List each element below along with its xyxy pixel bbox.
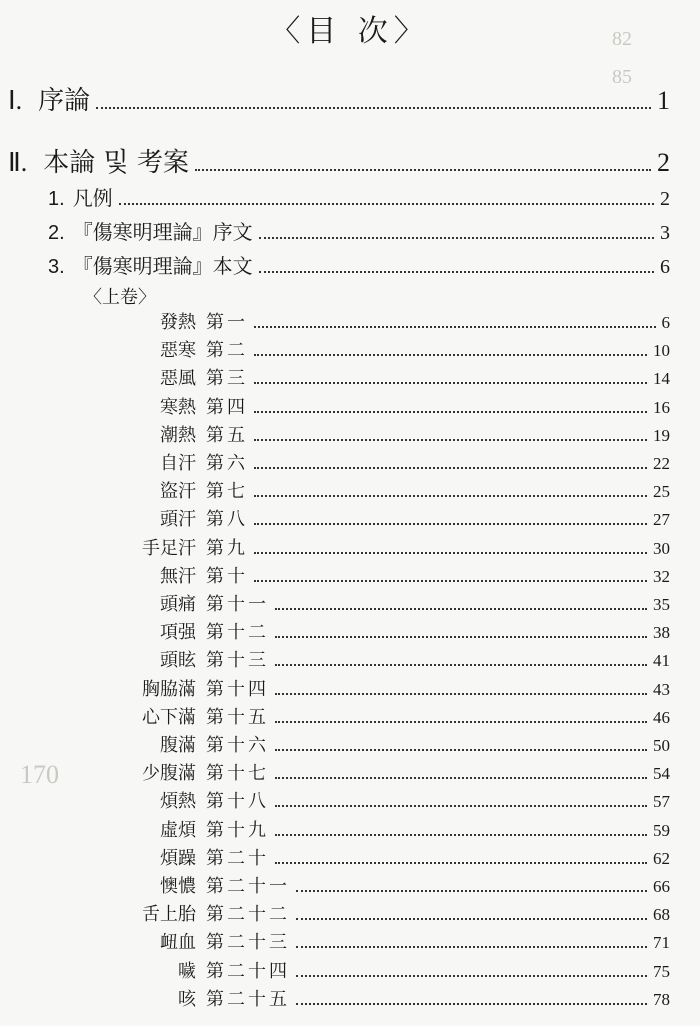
chapter-number: 第二 xyxy=(206,340,248,362)
toc-chapter[interactable] xyxy=(110,731,670,757)
toc-chapter[interactable] xyxy=(110,562,670,588)
subsection-number: 2. xyxy=(48,222,65,244)
chapter-name: 少腹滿 xyxy=(142,763,196,785)
page-number: 41 xyxy=(653,651,670,671)
page-number: 32 xyxy=(653,566,670,586)
page-number: 38 xyxy=(653,623,670,643)
page-number: 25 xyxy=(653,482,670,502)
chapter-number: 第十三 xyxy=(206,650,269,672)
page-number: 75 xyxy=(653,961,670,981)
chapter-name: 寒熱 xyxy=(160,396,196,418)
toc-chapter[interactable] xyxy=(110,534,670,560)
dot-leader xyxy=(275,692,647,695)
toc-chapter[interactable] xyxy=(110,872,670,898)
dot-leader xyxy=(296,1002,647,1005)
dot-leader xyxy=(275,776,647,779)
page-number: 59 xyxy=(653,820,670,840)
toc-chapter[interactable] xyxy=(110,590,670,616)
show-through-mark: 85 xyxy=(612,66,632,88)
chapter-name: 潮熱 xyxy=(160,424,196,446)
toc-chapter[interactable] xyxy=(110,393,670,419)
chapter-name: 煩熱 xyxy=(160,791,196,813)
dot-leader xyxy=(254,522,647,525)
show-through-mark: 170 xyxy=(20,760,59,789)
dot-leader xyxy=(296,945,647,948)
page-number: 2 xyxy=(657,148,670,177)
dot-leader xyxy=(259,270,654,273)
volume-label: 〈上卷〉 xyxy=(84,287,156,308)
toc-chapter[interactable] xyxy=(110,336,670,362)
page-number: 71 xyxy=(653,933,670,953)
page-number: 46 xyxy=(653,707,670,727)
toc-chapter[interactable] xyxy=(110,957,670,983)
chapter-number: 第二十四 xyxy=(206,960,290,982)
toc-chapter[interactable] xyxy=(110,449,670,475)
page-number: 6 xyxy=(661,313,670,332)
page-number: 6 xyxy=(660,256,670,278)
page-number: 30 xyxy=(653,538,670,558)
dot-leader xyxy=(275,833,647,836)
chapter-number: 第二十一 xyxy=(206,876,290,897)
dot-leader xyxy=(96,106,651,109)
page-number: 22 xyxy=(653,454,670,473)
page-number: 78 xyxy=(653,989,670,1009)
toc-chapter[interactable] xyxy=(110,646,670,672)
page-number: 2 xyxy=(660,188,670,210)
chapter-name: 腹滿 xyxy=(160,735,196,756)
show-through-mark: 82 xyxy=(612,28,632,50)
subsection-label: 凡例 xyxy=(72,186,113,210)
toc-chapter[interactable] xyxy=(110,675,670,701)
section-number: Ⅰ. xyxy=(8,86,23,115)
chapter-name: 煩躁 xyxy=(160,847,196,869)
page-number: 3 xyxy=(660,222,670,244)
page-number: 62 xyxy=(653,848,670,868)
chapter-number: 第十一 xyxy=(206,594,269,615)
chapter-number: 第二十三 xyxy=(206,932,290,954)
toc-chapter[interactable] xyxy=(110,308,670,334)
section-number: Ⅱ. xyxy=(8,148,28,177)
dot-leader xyxy=(254,410,647,413)
dot-leader xyxy=(254,381,647,384)
dot-leader xyxy=(275,748,647,751)
dot-leader xyxy=(275,861,647,864)
toc-chapter[interactable] xyxy=(110,421,670,447)
chapter-name: 發熱 xyxy=(160,312,196,333)
chapter-name: 心下滿 xyxy=(142,706,196,728)
section-label: 序論 xyxy=(38,86,91,116)
dot-leader xyxy=(296,917,647,920)
page-number: 57 xyxy=(653,792,670,812)
chapter-number: 第一 xyxy=(206,312,248,333)
chapter-name: 盜汗 xyxy=(160,481,196,503)
chapter-number: 第二十五 xyxy=(206,988,290,1010)
chapter-number: 第六 xyxy=(206,453,248,474)
chapter-name: 頭汗 xyxy=(160,509,196,531)
chapter-number: 第十七 xyxy=(206,763,269,785)
page-number: 50 xyxy=(653,736,670,755)
toc-subsection[interactable] xyxy=(48,250,670,279)
chapter-number: 第十九 xyxy=(206,819,269,841)
dot-leader xyxy=(259,236,654,239)
dot-leader xyxy=(275,720,647,723)
toc-chapter[interactable] xyxy=(110,477,670,503)
dot-leader xyxy=(254,466,647,469)
chapter-name: 懊憹 xyxy=(160,876,196,897)
toc-chapter[interactable] xyxy=(110,505,670,531)
chapter-name: 頭痛 xyxy=(160,594,196,615)
dot-leader xyxy=(296,974,647,977)
chapter-number: 第七 xyxy=(206,481,248,503)
chapter-name: 胸脇滿 xyxy=(142,678,196,700)
chapter-number: 第九 xyxy=(206,537,248,559)
chapter-number: 第十六 xyxy=(206,735,269,756)
chapter-number: 第五 xyxy=(206,424,248,446)
chapter-number: 第十 xyxy=(206,565,248,587)
chapter-name: 手足汗 xyxy=(142,537,196,559)
chapter-name: 頭眩 xyxy=(160,650,196,672)
chapter-name: 虛煩 xyxy=(160,819,196,841)
chapter-number: 第十四 xyxy=(206,678,269,700)
chapter-name: 無汗 xyxy=(160,565,196,587)
chapter-number: 第八 xyxy=(206,509,248,531)
subsection-label: 『傷寒明理論』序文 xyxy=(72,220,253,244)
toc-chapter[interactable] xyxy=(110,618,670,644)
chapter-number: 第十二 xyxy=(206,622,269,644)
dot-leader xyxy=(254,579,647,582)
dot-leader xyxy=(275,663,647,666)
toc-subsection[interactable] xyxy=(48,216,670,245)
chapter-name: 自汗 xyxy=(160,453,196,474)
dot-leader xyxy=(275,804,647,807)
section-label: 本論 및 考案 xyxy=(43,148,189,178)
dot-leader xyxy=(254,494,647,497)
chapter-name: 衄血 xyxy=(160,932,196,954)
page-number: 54 xyxy=(653,764,670,784)
toc-chapter[interactable] xyxy=(110,985,670,1011)
toc-chapter[interactable] xyxy=(110,759,670,785)
page-number: 43 xyxy=(653,679,670,699)
chapter-number: 第十八 xyxy=(206,791,269,813)
toc-chapter[interactable] xyxy=(110,844,670,870)
toc-subsection[interactable] xyxy=(48,182,670,211)
page-number: 66 xyxy=(653,877,670,896)
dot-leader xyxy=(254,551,647,554)
toc-chapter[interactable] xyxy=(110,703,670,729)
chapter-number: 第四 xyxy=(206,396,248,418)
page-number: 10 xyxy=(653,341,670,361)
chapter-name: 惡寒 xyxy=(160,340,196,362)
chapter-name: 項强 xyxy=(160,622,196,644)
chapter-name: 惡風 xyxy=(160,368,196,390)
page-number: 14 xyxy=(653,369,670,389)
dot-leader xyxy=(254,325,656,328)
chapter-name: 咳 xyxy=(178,988,196,1010)
page-number: 1 xyxy=(657,86,670,115)
chapter-number: 第二十 xyxy=(206,847,269,869)
dot-leader xyxy=(275,635,647,638)
toc-chapter[interactable] xyxy=(110,816,670,842)
toc-chapter[interactable] xyxy=(110,928,670,954)
page-number: 68 xyxy=(653,905,670,925)
page-number: 35 xyxy=(653,595,670,614)
chapter-number: 第十五 xyxy=(206,706,269,728)
chapter-number: 第三 xyxy=(206,368,248,390)
dot-leader xyxy=(254,438,647,441)
page-title: 〈目 次〉 xyxy=(270,14,430,49)
subsection-number: 3. xyxy=(48,256,65,278)
page-number: 19 xyxy=(653,425,670,445)
toc-section[interactable] xyxy=(8,142,670,179)
chapter-name: 噦 xyxy=(178,960,196,982)
dot-leader xyxy=(119,202,654,205)
dot-leader xyxy=(195,168,651,171)
page-number: 27 xyxy=(653,510,670,530)
subsection-label: 『傷寒明理論』本文 xyxy=(72,254,253,278)
toc-chapter[interactable] xyxy=(110,364,670,390)
dot-leader xyxy=(296,889,647,892)
toc-chapter[interactable] xyxy=(110,900,670,926)
page-number: 16 xyxy=(653,397,670,417)
chapter-number: 第二十二 xyxy=(206,904,290,926)
subsection-number: 1. xyxy=(48,188,65,210)
chapter-name: 舌上胎 xyxy=(142,904,196,926)
toc-section[interactable] xyxy=(8,80,670,117)
dot-leader xyxy=(275,607,647,610)
dot-leader xyxy=(254,353,647,356)
toc-chapter[interactable] xyxy=(110,787,670,813)
